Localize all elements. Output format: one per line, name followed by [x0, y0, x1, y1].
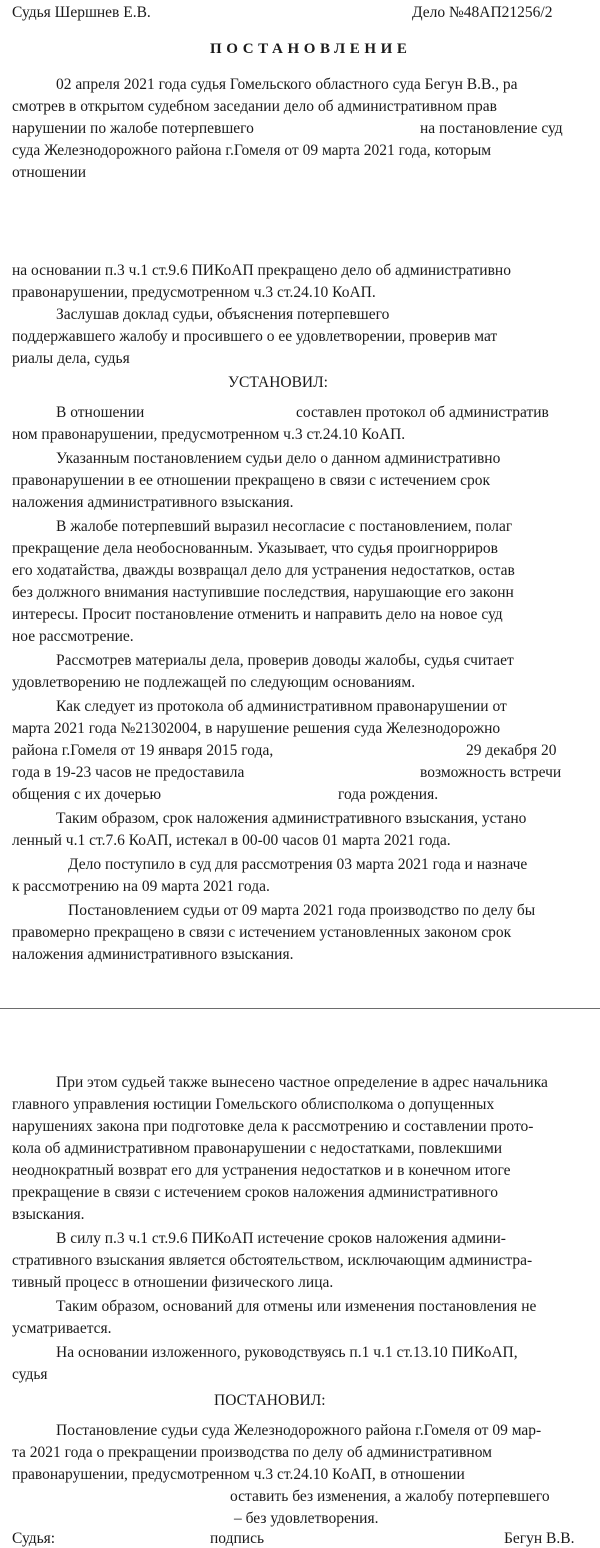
text-line: к рассмотрению на 09 марта 2021 года. [12, 878, 270, 895]
text-line: Как следует из протокола об административном правонарушении от [56, 698, 507, 715]
text-line: неоднократный возврат его для устранения недостатков и в конечном итоге [12, 1162, 511, 1179]
text-line: В силу п.3 ч.1 ст.9.6 ПИКоАП истечение сроков наложения админи- [56, 1230, 506, 1247]
text-line: прекращение дела необоснованным. Указывает, что судья проигнорриров [12, 540, 498, 557]
text-line: правонарушении в ее отношении прекращено в связи с истечением срок [12, 472, 491, 489]
judge-header: Судья Шершнев Е.В. [12, 4, 151, 21]
text-line: главного управления юстиции Гомельского облисполкома о допущенных [12, 1096, 495, 1113]
heading-established: УСТАНОВИЛ: [228, 374, 328, 391]
text-line: Постановлением судьи от 09 марта 2021 года производство по делу бы [68, 902, 536, 919]
text-line: В отношении [56, 404, 145, 421]
text-line: прекращение в связи с истечением сроков наложения административного [12, 1184, 499, 1201]
text-line: наложения административного взыскания. [12, 946, 294, 963]
text-line: Заслушав доклад судьи, объяснения потерпевшего [56, 306, 390, 323]
text-line: без должного внимания наступившие последствия, нарушающие его законн [12, 584, 514, 601]
text-line: правонарушении, предусмотренном ч.3 ст.24.10 КоАП, в отношении [12, 1466, 465, 1483]
text-line: его ходатайства, дважды возвращал дело для устранения недостатков, остав [12, 562, 515, 579]
text-line: марта 2021 года №21302004, в нарушение решения суда Железнодорожно [12, 720, 501, 737]
text-line: риалы дела, судья [12, 350, 130, 367]
text-line: Таким образом, оснований для отмены или изменения постановления не [56, 1298, 537, 1315]
text-line: возможность встречи [420, 764, 562, 781]
document-title: ПОСТАНОВЛЕНИЕ [210, 41, 412, 57]
text-line: тивный процесс в отношении физического лица. [12, 1274, 334, 1291]
text-line: ленный ч.1 ст.7.6 КоАП, истекал в 00-00 часов 01 марта 2021 года. [12, 832, 451, 849]
text-line: оставить без изменения, а жалобу потерпевшего [230, 1488, 550, 1505]
text-line: ном правонарушении, предусмотренном ч.3 ст.24.10 КоАП. [12, 426, 406, 443]
text-line: 02 апреля 2021 года судья Гомельского областного суда Бегун В.В., ра [56, 76, 518, 93]
text-line: В жалобе потерпевший выразил несогласие с постановлением, полаг [56, 518, 513, 535]
text-line: кола об административном правонарушении с недостатками, повлекшими [12, 1140, 503, 1157]
text-line: – без удовлетворения. [234, 1510, 379, 1527]
signature-label: Судья: [12, 1530, 56, 1547]
text-line: года рождения. [338, 786, 439, 803]
text-line: правомерно прекращено в связи с истечением установленных законом срок [12, 924, 512, 941]
text-line: 29 декабря 20 [466, 742, 557, 759]
text-line: поддержавшего жалобу и просившего о ее удовлетворении, проверив мат [12, 328, 498, 345]
text-line: правонарушении, предусмотренном ч.3 ст.24.10 КоАП. [12, 284, 376, 301]
text-line: района г.Гомеля от 19 января 2015 года, [12, 742, 274, 759]
text-line: отношении [12, 164, 87, 181]
text-line: На основании изложенного, руководствуясь п.1 ч.1 ст.13.10 ПИКоАП, [56, 1344, 518, 1361]
text-line: та 2021 года о прекращении производства по делу об административном [12, 1444, 492, 1461]
text-line: Таким образом, срок наложения административного взыскания, устано [56, 810, 527, 827]
text-line: года в 19-23 часов не предоставила [12, 764, 245, 781]
text-line: стративного взыскания является обстоятельством, исключающим администра- [12, 1252, 533, 1269]
page-break-line [0, 1008, 600, 1009]
text-line: ное рассмотрение. [12, 628, 134, 645]
text-line: Дело поступило в суд для рассмотрения 03 марта 2021 года и назначе [68, 856, 528, 873]
text-line: наложения административного взыскания. [12, 494, 294, 511]
heading-decided: ПОСТАНОВИЛ: [214, 1392, 326, 1409]
text-line: При этом судьей также вынесено частное определение в адрес начальника [56, 1074, 548, 1091]
text-line: общения с их дочерью [12, 786, 162, 803]
signature-mark: подпись [210, 1530, 265, 1547]
text-line: на постановление суд [420, 120, 563, 137]
text-line: судья [12, 1366, 48, 1383]
text-line: интересы. Просит постановление отменить и направить дело на новое суд [12, 606, 503, 623]
text-line: нарушении по жалобе потерпевшего [12, 120, 254, 137]
text-line: Указанным постановлением судьи дело о данном административно [56, 450, 501, 467]
signature-name: Бегун В.В. [504, 1530, 575, 1547]
text-line: Постановление судьи суда Железнодорожного района г.Гомеля от 09 мар- [56, 1422, 542, 1439]
text-line: усматривается. [12, 1320, 112, 1337]
text-line: смотрев в открытом судебном заседании дело об административном прав [12, 98, 497, 115]
text-line: на основании п.3 ч.1 ст.9.6 ПИКоАП прекращено дело об административно [12, 262, 511, 279]
text-line: нарушениях закона при подготовке дела к рассмотрению и составлении прото- [12, 1118, 534, 1135]
text-line: Рассмотрев материалы дела, проверив доводы жалобы, судья считает [56, 652, 514, 669]
text-line: взыскания. [12, 1206, 85, 1223]
text-line: суда Железнодорожного района г.Гомеля от 09 марта 2021 года, которым [12, 142, 492, 159]
case-number: Дело №48АП21256/2 [412, 4, 553, 21]
text-line: удовлетворению не подлежащей по следующим основаниям. [12, 674, 416, 691]
text-line: составлен протокол об административ [296, 404, 549, 421]
